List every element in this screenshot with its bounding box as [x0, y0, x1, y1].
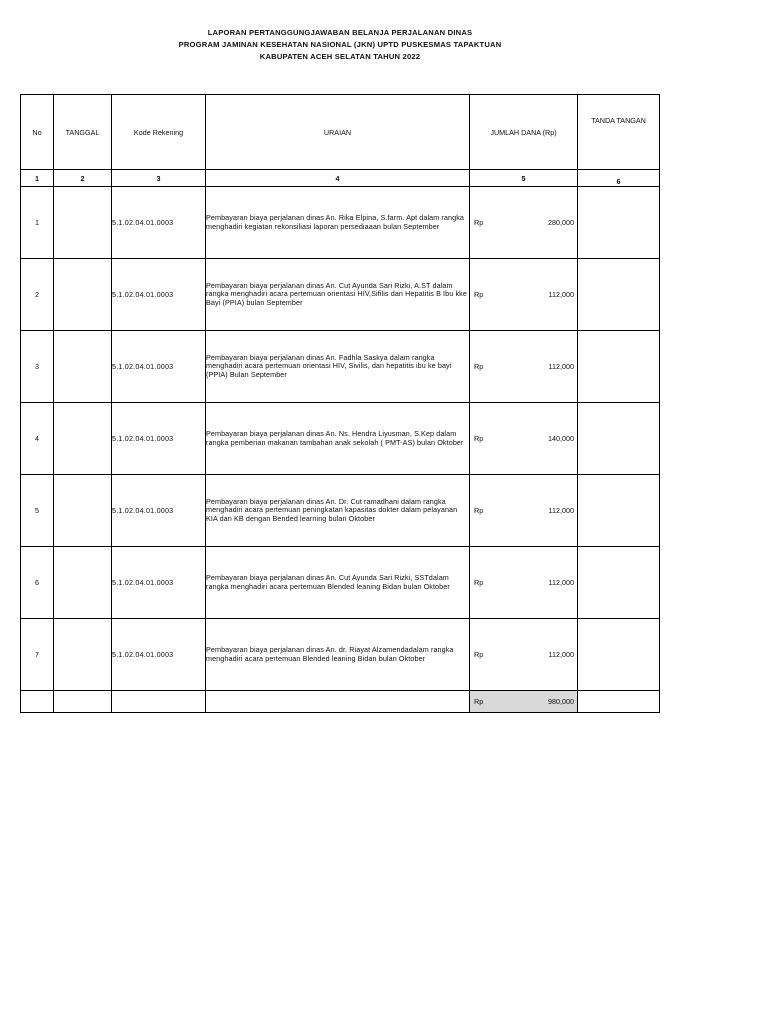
row-currency: Rp [474, 290, 484, 299]
row-no: 2 [21, 259, 54, 331]
col-header-jumlah-dana: JUMLAH DANA (Rp) [470, 95, 578, 170]
row-currency: Rp [474, 506, 484, 515]
col-number-6: 6 [578, 170, 660, 187]
row-no: 3 [21, 331, 54, 403]
row-tanda-tangan [578, 475, 660, 547]
row-tanggal [54, 403, 112, 475]
row-jumlah-dana [470, 259, 578, 331]
col-header-tanggal: TANGGAL [54, 95, 112, 170]
col-header-no: No [21, 95, 54, 170]
row-tanggal [54, 547, 112, 619]
row-kode-rekening: 5.1.02.04.01.0003 [112, 259, 206, 331]
report-title-line-3: KABUPATEN ACEH SELATAN TAHUN 2022 [259, 52, 421, 61]
row-jumlah-dana [470, 547, 578, 619]
header-row [21, 95, 660, 170]
table-row [21, 259, 660, 331]
total-row [21, 691, 660, 713]
table-row [21, 403, 660, 475]
row-currency: Rp [474, 362, 484, 371]
row-amount: 112,000 [548, 578, 574, 587]
row-uraian: Pembayaran biaya perjalanan dinas An. dr. Riayat Alzamendadalam rangka menghadiri acara pertemuan Blended leaning Bidan bulan Oktober [206, 619, 470, 691]
row-tanggal [54, 187, 112, 259]
row-jumlah-dana [470, 187, 578, 259]
row-no: 4 [21, 403, 54, 475]
row-tanda-tangan [578, 259, 660, 331]
table-row [21, 187, 660, 259]
col-number-2: 2 [54, 170, 112, 187]
row-tanggal [54, 475, 112, 547]
row-no: 7 [21, 619, 54, 691]
row-uraian: Pembayaran biaya perjalanan dinas An. Cut Ayunda Sari Rizki, SSTdalam rangka menghadiri acara pertemuan Blended leaning Bidan bulan Oktober [206, 547, 470, 619]
row-kode-rekening: 5.1.02.04.01.0003 [112, 187, 206, 259]
row-tanggal [54, 259, 112, 331]
report-title-line-1: LAPORAN PERTANGGUNGJAWABAN BELANJA PERJALANAN DINAS [207, 28, 473, 37]
row-uraian: Pembayaran biaya perjalanan dinas An. Rika Elpina, S.farm. Apt dalam rangka menghadiri kegiatan rekonsiliasi laporan persediaaan bulan September [206, 187, 470, 259]
total-empty-tanggal [54, 691, 112, 713]
row-kode-rekening: 5.1.02.04.01.0003 [112, 403, 206, 475]
total-empty-ttd [578, 691, 660, 713]
col-number-1: 1 [21, 170, 54, 187]
row-currency: Rp [474, 578, 484, 587]
row-amount: 112,000 [548, 290, 574, 299]
row-tanda-tangan [578, 331, 660, 403]
col-number-3: 3 [112, 170, 206, 187]
row-amount: 140,000 [548, 434, 574, 443]
row-currency: Rp [474, 650, 484, 659]
table-row [21, 475, 660, 547]
row-tanda-tangan [578, 187, 660, 259]
total-amount-cell [470, 691, 578, 713]
total-amount: 980,000 [548, 697, 574, 706]
data-rows [21, 187, 660, 691]
col-header-kode-rekening: Kode Rekening [112, 95, 206, 170]
row-amount: 112,000 [548, 650, 574, 659]
col-header-uraian: URAIAN [206, 95, 470, 170]
row-tanda-tangan [578, 619, 660, 691]
row-jumlah-dana [470, 619, 578, 691]
row-currency: Rp [474, 434, 484, 443]
row-jumlah-dana [470, 475, 578, 547]
row-kode-rekening: 5.1.02.04.01.0003 [112, 331, 206, 403]
row-currency: Rp [474, 218, 484, 227]
row-tanggal [54, 331, 112, 403]
table-row [21, 547, 660, 619]
row-jumlah-dana [470, 403, 578, 475]
table-row [21, 331, 660, 403]
row-amount: 112,000 [548, 362, 574, 371]
row-amount: 112,000 [548, 506, 574, 515]
total-empty-no [21, 691, 54, 713]
table-row [21, 619, 660, 691]
col-number-5: 5 [470, 170, 578, 187]
row-tanda-tangan [578, 547, 660, 619]
report-table [20, 94, 660, 713]
report-title-line-2: PROGRAM JAMINAN KESEHATAN NASIONAL (JKN) UPTD PUSKESMAS TAPAKTUAN [178, 40, 502, 49]
row-kode-rekening: 5.1.02.04.01.0003 [112, 619, 206, 691]
row-kode-rekening: 5.1.02.04.01.0003 [112, 547, 206, 619]
row-tanggal [54, 619, 112, 691]
col-number-4: 4 [206, 170, 470, 187]
total-empty-uraian [206, 691, 470, 713]
row-kode-rekening: 5.1.02.04.01.0003 [112, 475, 206, 547]
total-currency: Rp [474, 697, 484, 706]
row-uraian: Pembayaran biaya perjalanan dinas An. Dr. Cut ramadhani dalam rangka menghadiri acara pertemuan peningkatan kapasitas dokter dalam pelayanan KIA dan KB dengan Bended learning bulan Oktober [206, 475, 470, 547]
row-uraian: Pembayaran biaya perjalanan dinas An. Ns. Hendra Liyusman, S.Kep dalam rangka pemberian makanan tambahan anak sekolah ( PMT-AS) bulan Oktober [206, 403, 470, 475]
row-no: 5 [21, 475, 54, 547]
row-no: 6 [21, 547, 54, 619]
row-no: 1 [21, 187, 54, 259]
row-uraian: Pembayaran biaya perjalanan dinas An. Cut Ayunda Sari Rizki, A.ST dalam rangka menghadiri acara pertemuan orientasi HIV,Sifilis dan Hepatitis B Ibu kke Bayi (PPIA) bulan September [206, 259, 470, 331]
col-header-tanda-tangan: TANDA TANGAN [578, 95, 660, 170]
total-empty-kode [112, 691, 206, 713]
row-amount: 280,000 [548, 218, 574, 227]
row-uraian: Pembayaran biaya perjalanan dinas An. Fadhla Saskya dalam rangka menghadiri acara pertemuan orientasi HIV, Sivilis, dan hepatitis ibu ke bayi (PPIA) Bulan September [206, 331, 470, 403]
row-jumlah-dana [470, 331, 578, 403]
column-number-row [21, 170, 660, 187]
row-tanda-tangan [578, 403, 660, 475]
